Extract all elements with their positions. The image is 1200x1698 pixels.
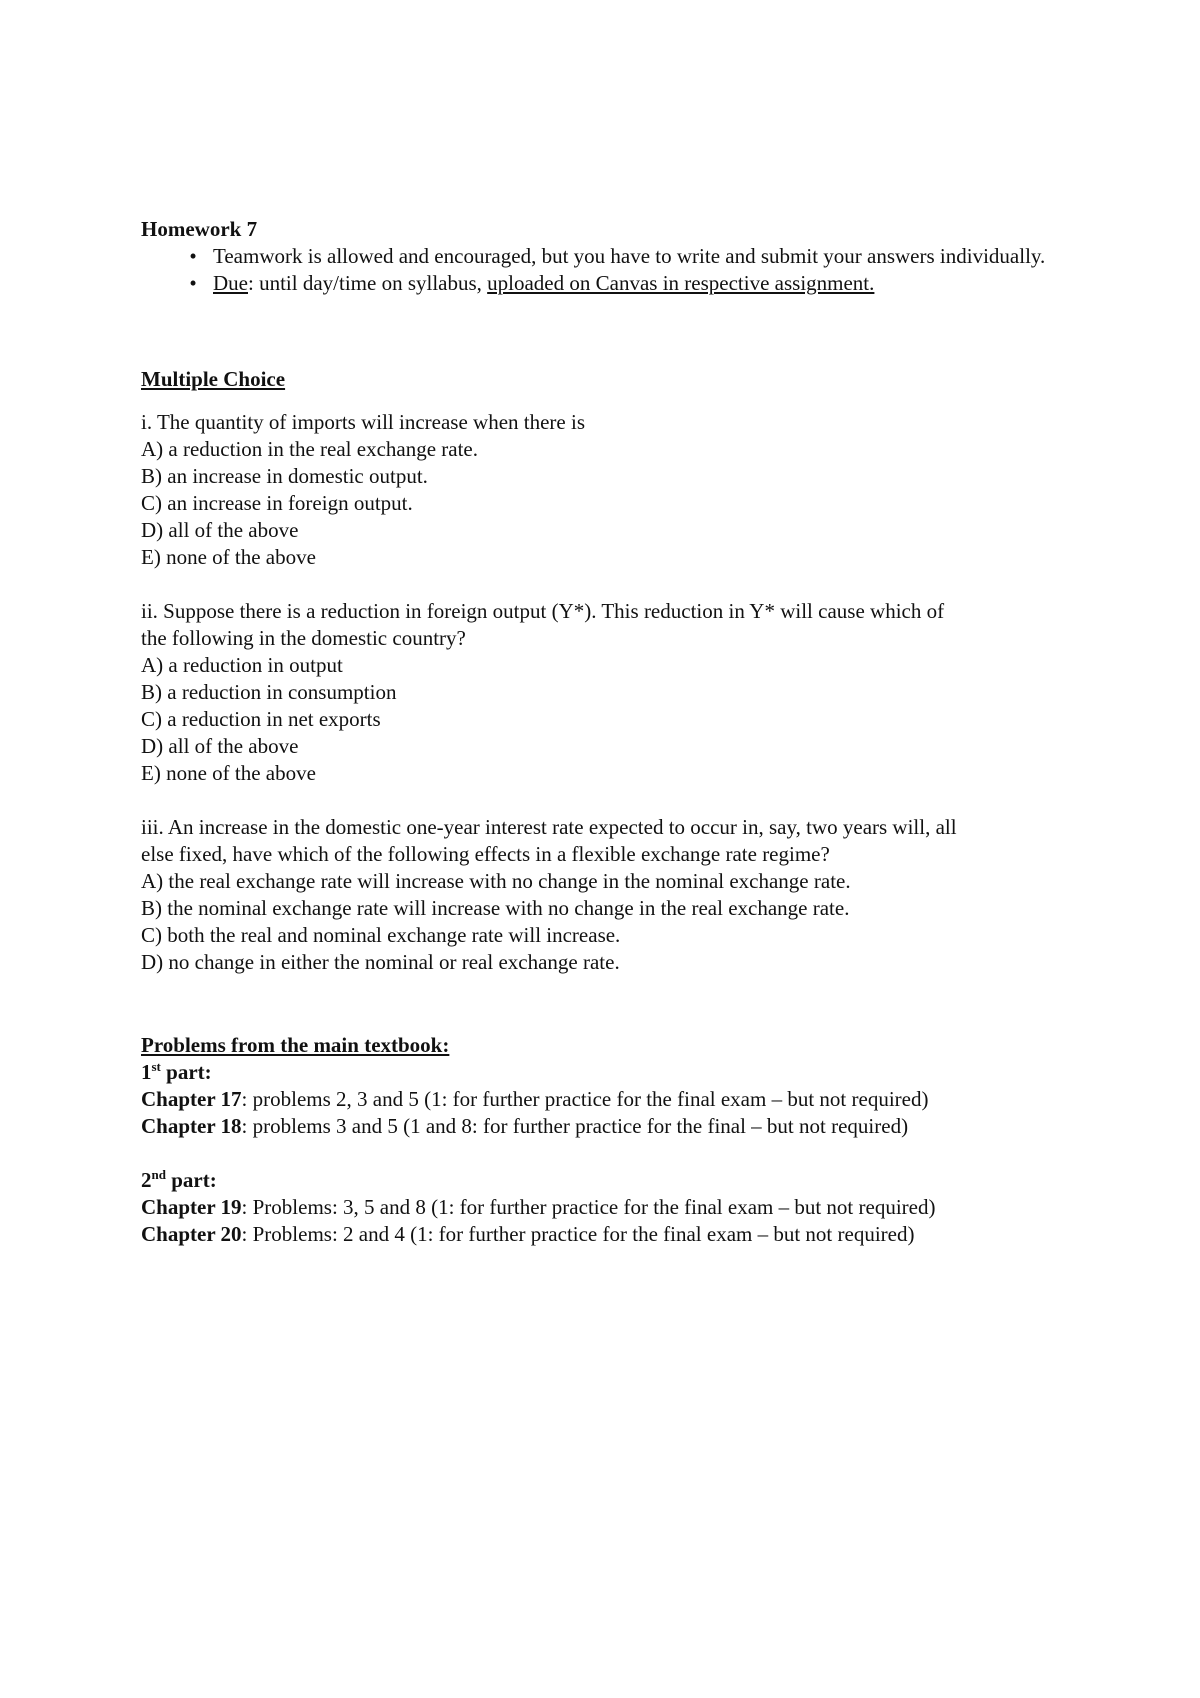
answer-option-a: A) a reduction in the real exchange rate. <box>141 437 478 461</box>
chapter-label: Chapter 20 <box>141 1222 242 1246</box>
bullet-icon: • <box>189 271 197 295</box>
due-text: : until day/time on syllabus, <box>248 271 488 295</box>
answer-option-d: D) no change in either the nominal or real exchange rate. <box>141 950 620 974</box>
question-stem: iii. An increase in the domestic one-year interest rate expected to occur in, say, two years will, all <box>141 815 957 839</box>
problems-heading: Problems from the main textbook: <box>141 1033 450 1057</box>
answer-option-c: C) both the real and nominal exchange rate will increase. <box>141 923 621 947</box>
list-item <box>141 243 1091 270</box>
question-stem: ii. Suppose there is a reduction in foreign output (Y*). This reduction in Y* will cause which of <box>141 599 945 623</box>
chapter-problems: : Problems: 2 and 4 (1: for further practice for the final exam – but not required) <box>241 1222 915 1246</box>
chapter-problems: : problems 3 and 5 (1 and 8: for further practice for the final – but not required) <box>241 1114 909 1138</box>
answer-option-b: B) a reduction in consumption <box>141 680 397 704</box>
answer-option-e: E) none of the above <box>141 761 316 785</box>
list-item <box>141 270 1091 297</box>
question-stem-continued: the following in the domestic country? <box>141 626 466 650</box>
document-content <box>141 216 1091 1248</box>
chapter-18-assignment <box>141 1113 1091 1140</box>
answer-option-c: C) an increase in foreign output. <box>141 491 413 515</box>
due-label: Due <box>213 271 248 295</box>
page-title: Homework 7 <box>141 217 258 241</box>
answer-option-d: D) all of the above <box>141 734 299 758</box>
part-2-heading: 2nd part: <box>141 1167 217 1192</box>
answer-option-c: C) a reduction in net exports <box>141 707 381 731</box>
chapter-19-assignment <box>141 1194 1091 1221</box>
chapter-problems: : problems 2, 3 and 5 (1: for further practice for the final exam – but not required) <box>241 1087 929 1111</box>
answer-option-e: E) none of the above <box>141 545 316 569</box>
chapter-problems: : Problems: 3, 5 and 8 (1: for further practice for the final exam – but not required) <box>241 1195 936 1219</box>
multiple-choice-heading: Multiple Choice <box>141 367 286 391</box>
question-stem-continued: else fixed, have which of the following effects in a flexible exchange rate regime? <box>141 842 830 866</box>
question-stem: i. The quantity of imports will increase when there is <box>141 410 586 434</box>
part-1-heading: 1st part: <box>141 1059 212 1084</box>
upload-instruction: uploaded on Canvas in respective assignment. <box>487 271 875 295</box>
chapter-17-assignment <box>141 1086 1091 1113</box>
answer-option-d: D) all of the above <box>141 518 299 542</box>
chapter-20-assignment <box>141 1221 1091 1248</box>
question-1 <box>141 409 1091 571</box>
answer-option-b: B) the nominal exchange rate will increase with no change in the real exchange rate. <box>141 896 850 920</box>
question-2 <box>141 598 1091 787</box>
chapter-label: Chapter 18 <box>141 1114 242 1138</box>
instructions-list <box>141 243 1091 297</box>
answer-option-a: A) the real exchange rate will increase with no change in the nominal exchange rate. <box>141 869 851 893</box>
question-3 <box>141 814 1091 976</box>
chapter-label: Chapter 17 <box>141 1087 242 1111</box>
bullet-icon: • <box>189 244 197 268</box>
answer-option-a: A) a reduction in output <box>141 653 343 677</box>
teamwork-note: Teamwork is allowed and encouraged, but you have to write and submit your answers individually. <box>213 244 1046 268</box>
answer-option-b: B) an increase in domestic output. <box>141 464 428 488</box>
chapter-label: Chapter 19 <box>141 1195 242 1219</box>
